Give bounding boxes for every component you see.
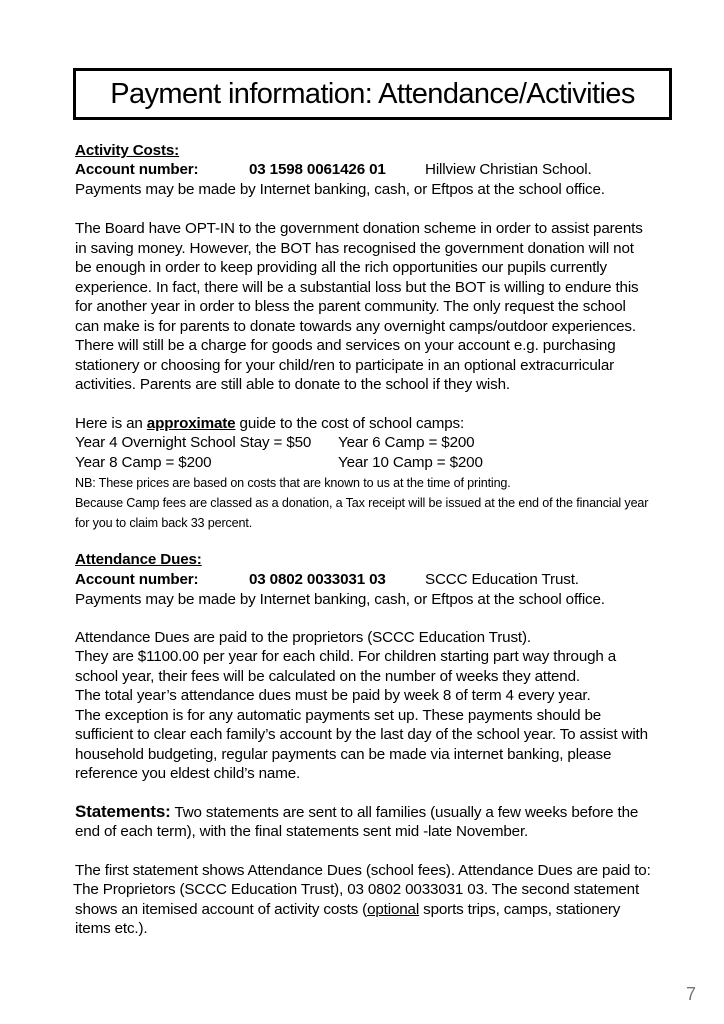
camp-guide-intro: Here is an approximate guide to the cost of school camps: [75,415,465,432]
activity-account-number: 03 1598 0061426 01 [249,161,386,178]
attendance-account-name: SCCC Education Trust. [425,571,579,588]
camp-note: NB: These prices are based on costs that are known to us at the time of printing. [75,476,511,490]
board-paragraph-line: The Board have OPT-IN to the government donation scheme in order to assist parents [75,220,643,237]
board-paragraph-line: experience. In fact, there will be a substantial loss but the BOT is willing to endure this [75,279,639,296]
attendance-paragraph-line: Attendance Dues are paid to the proprietors (SCCC Education Trust). [75,629,531,646]
statements-paragraph-line: The first statement shows Attendance Dues (school fees). Attendance Dues are paid to: [75,862,651,879]
camp-note: for you to claim back 33 percent. [75,516,253,530]
board-paragraph-line: There will still be a charge for goods and services on your account e.g. purchasing [75,337,616,354]
statements-line: end of each term), with the final statements sent mid -late November. [75,823,529,840]
page-number: 7 [686,984,697,1004]
attendance-paragraph-line: The total year’s attendance dues must be paid by week 8 of term 4 every year. [75,687,591,704]
attendance-dues-heading: Attendance Dues: [75,551,202,568]
activity-account-name: Hillview Christian School. [425,161,592,178]
camp-cost-item: Year 6 Camp = $200 [338,434,475,451]
attendance-paragraph-line: household budgeting, regular payments can be made via internet banking, please [75,746,612,763]
page-title-box [73,68,672,120]
statements-line: Statements: Two statements are sent to all families (usually a few weeks before the [75,802,639,821]
board-paragraph-line: can make is for parents to donate towards any overnight camps/outdoor experiences. [75,318,636,335]
activity-account-label: Account number: [75,161,199,178]
attendance-paragraph-line: sufficient to clear each family’s account by the last day of the school year. To assist with [75,726,648,743]
attendance-paragraph-line: school year, their fees will be calculated on the number of weeks they attend. [75,668,580,685]
attendance-paragraph-line: reference you eldest child’s name. [75,765,301,782]
board-paragraph-line: be enough in order to keep providing all the rich opportunities our pupils currently [75,259,607,276]
statements-label: Statements: [75,802,171,821]
camp-cost-item: Year 8 Camp = $200 [75,454,212,471]
camp-cost-item: Year 4 Overnight School Stay = $50 [75,434,312,451]
camp-cost-item: Year 10 Camp = $200 [338,454,483,471]
activity-payments-text: Payments may be made by Internet banking, cash, or Eftpos at the school office. [75,181,605,198]
board-paragraph-line: for another year in order to bless the parent community. The only request the school [75,298,626,315]
attendance-account-label: Account number: [75,571,199,588]
approximate-emphasis: approximate [146,415,236,432]
board-paragraph-line: in saving money. However, the BOT has recognised the government donation will not [75,240,634,257]
activity-costs-heading: Activity Costs: [75,142,180,159]
statements-paragraph-line: items etc.). [75,920,148,937]
board-paragraph-line: stationery or choosing for your child/ren to participate in an optional extracurricular [75,357,615,374]
page-title: Payment information: Attendance/Activities [110,77,635,110]
attendance-account-number: 03 0802 0033031 03 [249,571,386,588]
attendance-paragraph-line: They are $1100.00 per year for each child. For children starting part way through a [75,648,617,665]
attendance-paragraph-line: The exception is for any automatic payments set up. These payments should be [75,707,602,724]
statements-paragraph-line: shows an itemised account of activity costs (optional sports trips, camps, stationery [75,901,621,918]
statements-paragraph-line: The Proprietors (SCCC Education Trust), 03 0802 0033031 03. The second statement [73,881,640,898]
attendance-payments-text: Payments may be made by Internet banking, cash, or Eftpos at the school office. [75,591,605,608]
optional-emphasis: optional [367,901,420,918]
camp-note: Because Camp fees are classed as a donation, a Tax receipt will be issued at the end of the financial year [75,496,649,510]
board-paragraph-line: activities. Parents are still able to donate to the school if they wish. [75,376,510,393]
